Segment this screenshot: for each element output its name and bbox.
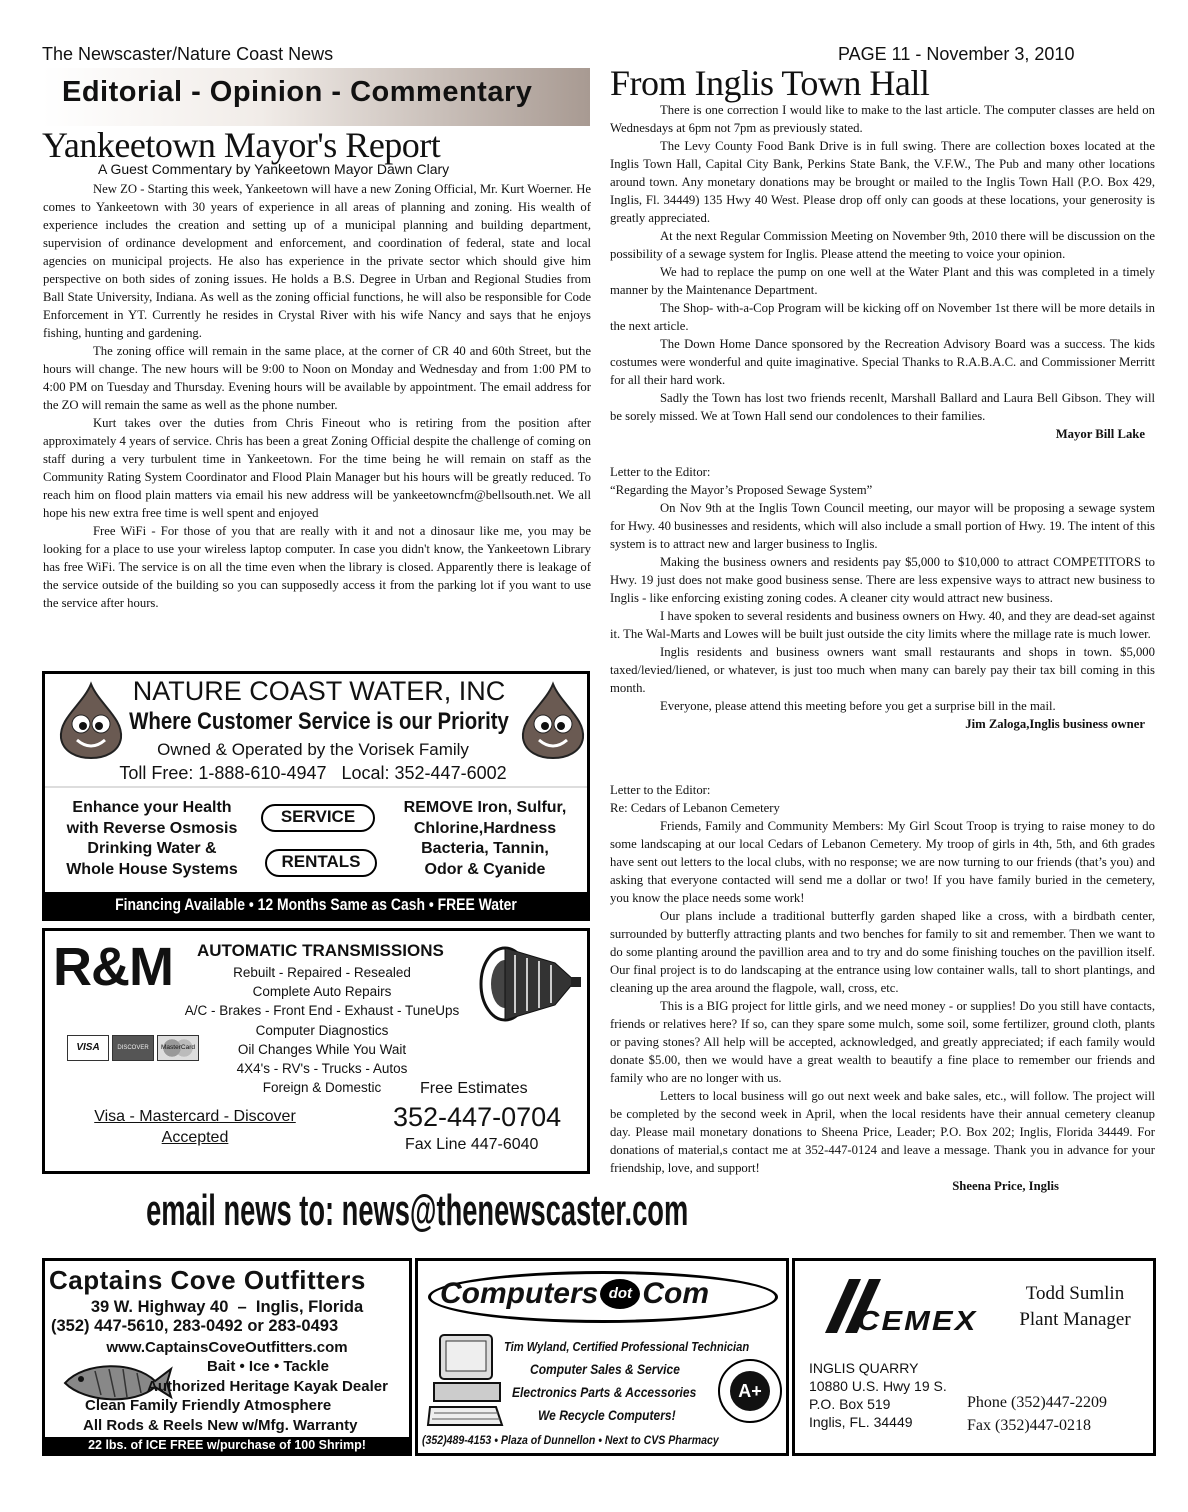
page-date: PAGE 11 - November 3, 2010	[838, 44, 1075, 64]
left-article-body	[43, 180, 591, 612]
certified-seal-text: A+	[730, 1371, 770, 1411]
computers-tech: Tim Wyland, Certified Professional Technician	[504, 1339, 750, 1354]
right-article-title: From Inglis Town Hall	[610, 63, 930, 103]
discover-card-icon: DISCOVER	[112, 1035, 154, 1061]
right-article-body	[610, 101, 1155, 443]
editorial-banner-text: Editorial - Opinion - Commentary	[62, 76, 533, 108]
computers-logo-dot: dot	[600, 1279, 640, 1309]
rm-line: 4X4's - RV's - Trucks - Autos	[236, 1061, 408, 1077]
rm-free-estimates: Free Estimates	[420, 1080, 528, 1097]
paragraph: Our plans include a traditional butterfly garden shaped like a cross, with a birdbath center, surrounded by butterfly attracting plants and two benches for family to sit and remember. Then we want to do some planting around the pavillion area and to try and do some finishing touches on the pavillion itself. Our final project is to do landscaping at the entrance using low container walls, tall to short plantings, and cleaning up the area around the flagpole, wall, cross, etc.	[610, 909, 1155, 995]
captains-line3: Clean Family Friendly Atmosphere	[85, 1397, 332, 1414]
service-line: Whole House Systems	[66, 860, 238, 878]
paragraph: Free WiFi - For those of you that are really with it and not a dinosaur like me, you may be looking for a place to use your wireless laptop computer. In case you didn't know, the Yankeetown Library has free WiFi. The service is on all the time even when the library is closed. Apparently there is leakage of the service outside of the building so you can supposedly access it from the parking lot if you want to use the service after hours.	[43, 524, 591, 610]
paragraph: Everyone, please attend this meeting before you get a surprise bill in the mail.	[660, 699, 1056, 713]
remove-line: REMOVE Iron, Sulfur,	[403, 799, 567, 816]
cemex-phones	[967, 1391, 1107, 1437]
remove-line: Odor & Cyanide	[424, 860, 546, 878]
water-services-list	[47, 798, 257, 880]
paragraph: New ZO - Starting this week, Yankeetown will have a new Zoning Official, Mr. Kurt Woerner. He comes to Yankeetown with 30 years of experience in all areas of planning and zoning. His wealth of experience includes the creation and setting up of a municipal planning and building department, supervision of ordinance development and enforcement, and coordination of federal, state and local agencies on municipal projects. He also has experience in the private sector which should give him perspective on both sides of zoning issues. He holds a B.S. Degree in Urban and Regional Studies from Ball State University, Indiana. As well as the zoning official functions, he will also be responsible for Code Enforcement in YT. Currently he resides in Crystal River with his wife Nancy and says that he enjoys fishing, hunting and gardening.	[43, 182, 591, 340]
email-banner: email news to: news@thenewscaster.com	[146, 1186, 689, 1235]
letter-cemetery	[610, 781, 1155, 1195]
computers-line2: Electronics Parts & Accessories	[512, 1384, 697, 1400]
water-financing-text: Financing Available • 12 Months Same as Cash • FREE Water Analysis	[115, 895, 517, 940]
cemex-address	[809, 1359, 947, 1431]
visa-card-icon: VISA	[67, 1035, 109, 1061]
captains-line1: Bait • Ice • Tackle	[207, 1358, 329, 1375]
rm-fax: Fax Line 447-6040	[405, 1136, 539, 1153]
publication-name: The Newscaster/Nature Coast News	[42, 44, 334, 64]
computers-logo-left: Computers	[440, 1277, 599, 1310]
service-line: Enhance your Health	[72, 799, 232, 816]
service-line: with Reverse Osmosis	[66, 819, 238, 837]
rm-logo: R&M	[53, 937, 173, 997]
signature: Mayor Bill Lake	[1055, 427, 1145, 441]
remove-line: Chlorine,Hardness	[413, 819, 557, 837]
cemex-ad	[792, 1258, 1156, 1456]
water-tagline-wrap	[45, 708, 593, 736]
rm-cards-accepted	[65, 1106, 325, 1148]
cemex-address-line: P.O. Box 519	[809, 1396, 891, 1412]
cemex-phone: Phone (352)447-2209	[967, 1394, 1107, 1411]
cemex-address-line: 10880 U.S. Hwy 19 S.	[809, 1378, 947, 1394]
editorial-banner	[42, 68, 590, 126]
letter-subject: Re: Cedars of Lebanon Cemetery	[610, 801, 780, 815]
paragraph: The Down Home Dance sponsored by the Recreation Advisory Board was a success. The kids costumes were wonderful and quite imaginative. Special Thanks to R.A.B.A.C. and Commissioner Merritt for all their hard work.	[610, 337, 1155, 387]
paragraph: We had to replace the pump on one well at the Water Plant and this was completed in a timely manner by the Maintenance Department.	[610, 265, 1155, 297]
cemex-logo: CEMEX	[857, 1305, 978, 1336]
rm-cards-line: Accepted	[161, 1129, 229, 1146]
left-article-byline: A Guest Commentary by Yankeetown Mayor Dawn Clary	[98, 161, 450, 177]
paragraph: Friends, Family and Community Members: My Girl Scout Troop is trying to raise money to do some landscaping at our local Cedars of Lebanon Cemetery. My troop of girls in 4th, 5th, and 6th grades have sent out letters to the local clubs, with no response; we are now turning to our friends (that’s you) and asking that everyone contacted will send me a dollar or two! If you have family buried in the cemetery, you know the place needs some work!	[610, 819, 1155, 905]
water-tagline: Where Customer Service is our Priority	[129, 708, 509, 735]
paragraph: On Nov 9th at the Inglis Town Council meeting, our mayor will be proposing a sewage system for Hwy. 40 businesses and residents, which will also include a small portion of Hwy. 19. The intent of this system is to attract new and larger business to Inglis.	[610, 501, 1155, 551]
paragraph: Sadly the Town has lost two friends recenlt, Marshall Ballard and Laura Bell Gibson. They will be sorely missed. We at Town Hall send our condolences to their families.	[610, 391, 1155, 423]
paragraph: The zoning office will remain in the same place, at the corner of CR 40 and 60th Street, but the hours will change. The new hours will be 9:00 to Noon on Monday and Wednesday and from 1:00 PM to 4:00 PM on Tuesday and Thursday. Evening hours will be available by appointment. The email address for the ZO will remain the same as well as the phone number.	[43, 344, 591, 412]
rm-line: Rebuilt - Repaired - Resealed	[233, 965, 411, 980]
computers-line1: Computer Sales & Service	[530, 1361, 680, 1377]
paragraph: There is one correction I would like to make to the last article. The computer classes are held on Wednesdays at 6pm not 7pm as previously stated.	[610, 103, 1155, 135]
captains-address: 39 W. Highway 40 – Inglis, Florida	[90, 1298, 364, 1316]
paragraph: The Levy County Food Bank Drive is in full swing. There are collection boxes located at the Inglis Town Hall, Capital City Bank, Perkins State Bank, the V.F.W., The Pub and many other locations around town. Any monetary donations may be brought or mailed to the Inglis Town Hall (P.O. Box 429, Inglis, Fl. 34449) 135 Hwy 40 West. Please drop off only can goods at these locations, your generosity is greatly appreciated.	[610, 139, 1155, 225]
left-article-title: Yankeetown Mayor's Report	[42, 125, 441, 165]
computers-logo-right: Com	[642, 1277, 710, 1310]
water-company-name: NATURE COAST WATER, INC	[132, 676, 506, 706]
rm-line: Computer Diagnostics	[255, 1022, 389, 1038]
paragraph: I have spoken to several residents and business owners on Hwy. 40, and they are dead-set against it. The Wal-Marts and Lowes will be built just outside the city limits where the millage rate is much lower.	[610, 609, 1155, 641]
rm-line: A/C - Brakes - Front End - Exhaust - TuneUps	[184, 1003, 460, 1019]
rm-heading: AUTOMATIC TRANSMISSIONS	[197, 941, 444, 960]
captains-name: Captains Cove Outfitters	[49, 1265, 366, 1295]
captains-line4: All Rods & Reels New w/Mfg. Warranty	[83, 1417, 358, 1434]
paragraph: Inglis residents and business owners want small restaurants and shops in town. $5,000 taxed/levied/liened, or whatever, is just too much when many can barely pay their tax bill coming in this month.	[610, 645, 1155, 695]
paragraph: Making the business owners and residents pay $5,000 to $10,000 to attract COMPETITORS to Hwy. 19 just does not make good business sense. There are less expensive ways to attract new business to Inglis - like enforcing existing zoning codes. A cleaner city would attract new business.	[610, 555, 1155, 605]
cemex-contact-name: Todd Sumlin	[1025, 1283, 1125, 1304]
nature-coast-water-ad	[42, 671, 590, 940]
paragraph: At the next Regular Commission Meeting on November 9th, 2010 there will be discussion on the possibility of a sewage system for Inglis. Please attend the meeting to voice your opinion.	[610, 229, 1155, 261]
captains-cove-ad	[42, 1258, 412, 1456]
letter-subject: “Regarding the Mayor’s Proposed Sewage System”	[610, 483, 873, 497]
rm-transmissions-ad	[42, 928, 590, 1174]
card-logos	[67, 1035, 199, 1061]
rm-services	[157, 963, 487, 1097]
transmission-icon	[475, 941, 581, 1027]
divider	[45, 786, 587, 788]
rm-line: Complete Auto Repairs	[252, 984, 392, 1000]
rm-cards-line: Visa - Mastercard - Discover	[94, 1108, 296, 1125]
rentals-badge: RENTALS	[265, 849, 377, 877]
rm-line: Foreign & Domestic	[262, 1080, 382, 1096]
computers-footer: (352)489-4153 • Plaza of Dunnellon • Next to CVS Pharmacy	[422, 1433, 719, 1447]
rm-phone: 352-447-0704	[393, 1102, 562, 1132]
computers-dot-com-ad	[415, 1258, 789, 1456]
paragraph: This is a BIG project for little girls, and we need money - or supplies! Do you still have contacts, friends or relatives here? If so, can they spare some mulch, some soil, some fertilizer, ground cloth, plants or paving stones? All help will be accepted, acknowledged, and greatly appreciated; if each family would donate $5.00, then we would have a great wealth to beautify a fine place to remember our friends and family who are no longer with us.	[610, 999, 1155, 1085]
water-owned-by: Owned & Operated by the Vorisek Family	[157, 740, 469, 759]
letter-intro: Letter to the Editor:	[610, 465, 711, 479]
paragraph: The Shop- with-a-Cop Program will be kicking off on November 1st there will be more details in the next article.	[610, 301, 1155, 333]
email-banner-wrap	[42, 1186, 689, 1236]
service-line: Drinking Water &	[87, 840, 217, 857]
captains-line2: Authorized Heritage Kayak Dealer	[147, 1378, 388, 1395]
remove-line: Bacteria, Tannin,	[421, 840, 549, 857]
cemex-fax: Fax (352)447-0218	[967, 1417, 1091, 1434]
computers-logo	[440, 1277, 709, 1311]
rm-line: Oil Changes While You Wait	[237, 1041, 407, 1057]
certified-seal-icon	[718, 1359, 782, 1423]
captains-footer: 22 lbs. of ICE FREE w/purchase of 100 Shrimp!	[45, 1437, 409, 1453]
cemex-contact-title: Plant Manager	[1019, 1309, 1131, 1330]
service-badge: SERVICE	[261, 804, 375, 832]
signature: Sheena Price, Inglis	[952, 1179, 1059, 1193]
letter-sewage	[610, 463, 1155, 733]
captains-website: www.CaptainsCoveOutfitters.com	[106, 1339, 348, 1356]
paragraph: Kurt takes over the duties from Chris Fineout who is retiring from the position after approximately 4 years of service. Chris has been a great Zoning Official despite the challenge of coming on staff during a very turbulent time in Yankeetown. For the time being he will remain on staff as the Community Rating System Coordinator and Flood Plain Manager but his hours will be greatly reduced. To reach him on flood plain matters via email his new address will be yankeetowncfm@bellsouth.net. We all hope his new extra free time is well spent and enjoyed	[43, 416, 591, 520]
captains-phones: (352) 447-5610, 283-0492 or 283-0493	[51, 1317, 339, 1335]
water-financing-bar	[45, 892, 587, 940]
cemex-contact	[995, 1281, 1155, 1333]
computer-icon	[426, 1333, 504, 1433]
cemex-address-line: Inglis, FL. 34449	[809, 1414, 913, 1430]
paragraph: Letters to local business will go out next week and bake sales, etc., will follow. The project will be completed by the second week in April, when the local residents have their annual cemetery cleanup day. Please mail monetary donations to Sheena Price, Leader; P.O. Box 202; Inglis, Florida 34449. For donations of material,s contact me at 352-447-0124 and leave a message. Thank you in advance for your friendship, love, and support!	[610, 1089, 1155, 1175]
mastercard-icon: MasterCard	[157, 1035, 199, 1061]
cemex-address-line: INGLIS QUARRY	[809, 1360, 919, 1376]
computers-line3: We Recycle Computers!	[538, 1407, 676, 1423]
letter-intro: Letter to the Editor:	[610, 783, 711, 797]
water-remove-list	[383, 798, 587, 880]
water-phones: Toll Free: 1-888-610-4947 Local: 352-447-6002	[119, 763, 507, 783]
signature: Jim Zaloga,Inglis business owner	[965, 717, 1145, 731]
